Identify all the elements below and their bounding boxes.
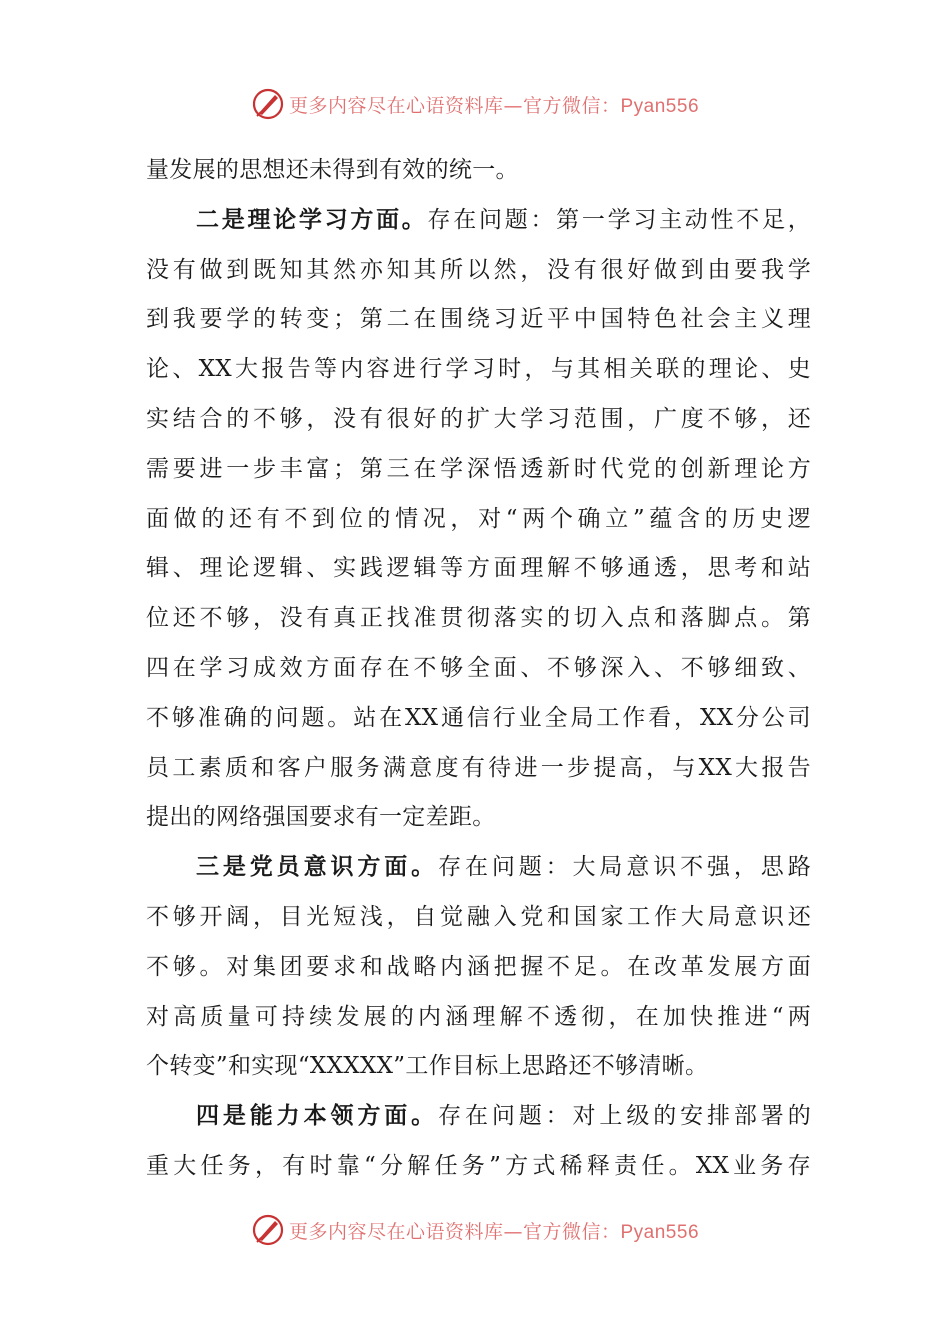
document-body xyxy=(146,146,811,1192)
paragraph-line: 不够。对集团要求和战略内涵把握不足。在改革发展方面 xyxy=(146,953,811,980)
paragraph-first-line xyxy=(146,843,811,893)
paragraph-line: 辑、理论逻辑、实践逻辑等方面理解不够通透，思考和站 xyxy=(146,555,811,582)
paragraph-line: 需要进一步丰富；第三在学深悟透新时代党的创新理论方 xyxy=(146,455,811,482)
section-heading: 四是能力本领方面。 xyxy=(196,1103,439,1130)
header-banner xyxy=(0,82,950,126)
paragraph-line: 量发展的思想还未得到有效的统一。 xyxy=(146,157,519,183)
paragraph-line: 个转变”和实现“XXXXX”工作目标上思路还不够清晰。 xyxy=(146,1053,709,1080)
banner-caption: 更多内容尽在心语资料库—官方微信： xyxy=(288,94,621,117)
paragraph-text: 存在问题：对上级的安排部署的 xyxy=(438,1103,811,1130)
paragraph-line: 不够准确的问题。站在XX通信行业全局工作看，XX分公司 xyxy=(146,704,811,731)
paragraph-line: 实结合的不够，没有很好的扩大学习范围，广度不够，还 xyxy=(146,405,811,432)
paragraph-line: 员工素质和客户服务满意度有待进一步提高，与XX大报告 xyxy=(146,754,811,781)
paragraph-line: 对高质量可持续发展的内涵理解不透彻，在加快推进“两 xyxy=(146,1003,811,1030)
quill-logo-icon xyxy=(251,87,285,121)
paragraph-line: 不够开阔，目光短浅，自觉融入党和国家工作大局意识还 xyxy=(146,903,811,930)
paragraph-line: 论、XX大报告等内容进行学习时，与其相关联的理论、史 xyxy=(146,356,811,383)
paragraph-line: 面做的还有不到位的情况，对“两个确立”蕴含的历史逻 xyxy=(146,505,811,532)
banner-text xyxy=(289,1217,699,1244)
paragraph-line: 提出的网络强国要求有一定差距。 xyxy=(146,804,496,831)
paragraph-first-line xyxy=(146,196,811,246)
paragraph-text: 存在问题：大局意识不强，思路 xyxy=(438,854,811,881)
section-heading: 三是党员意识方面。 xyxy=(196,854,439,881)
quill-logo-icon xyxy=(251,1213,285,1247)
footer-banner xyxy=(0,1208,950,1252)
paragraph-line: 重大任务，有时靠“分解任务”方式稀释责任。XX业务存 xyxy=(146,1152,811,1179)
section-heading: 二是理论学习方面。 xyxy=(196,206,428,233)
banner-text xyxy=(289,91,699,118)
paragraph-line: 没有做到既知其然亦知其所以然，没有很好做到由要我学 xyxy=(146,256,811,283)
paragraph-first-line xyxy=(146,1092,811,1142)
banner-wechat-id: Pyan556 xyxy=(620,1221,700,1243)
paragraph-line: 位还不够，没有真正找准贯彻落实的切入点和落脚点。第 xyxy=(146,605,811,632)
paragraph-line: 四在学习成效方面存在不够全面、不够深入、不够细致、 xyxy=(146,654,811,681)
banner-caption: 更多内容尽在心语资料库—官方微信： xyxy=(288,1220,621,1243)
banner-wechat-id: Pyan556 xyxy=(620,95,700,117)
paragraph-text: 存在问题：第一学习主动性不足， xyxy=(427,206,812,233)
paragraph-line: 到我要学的转变；第二在围绕习近平中国特色社会主义理 xyxy=(146,306,811,333)
